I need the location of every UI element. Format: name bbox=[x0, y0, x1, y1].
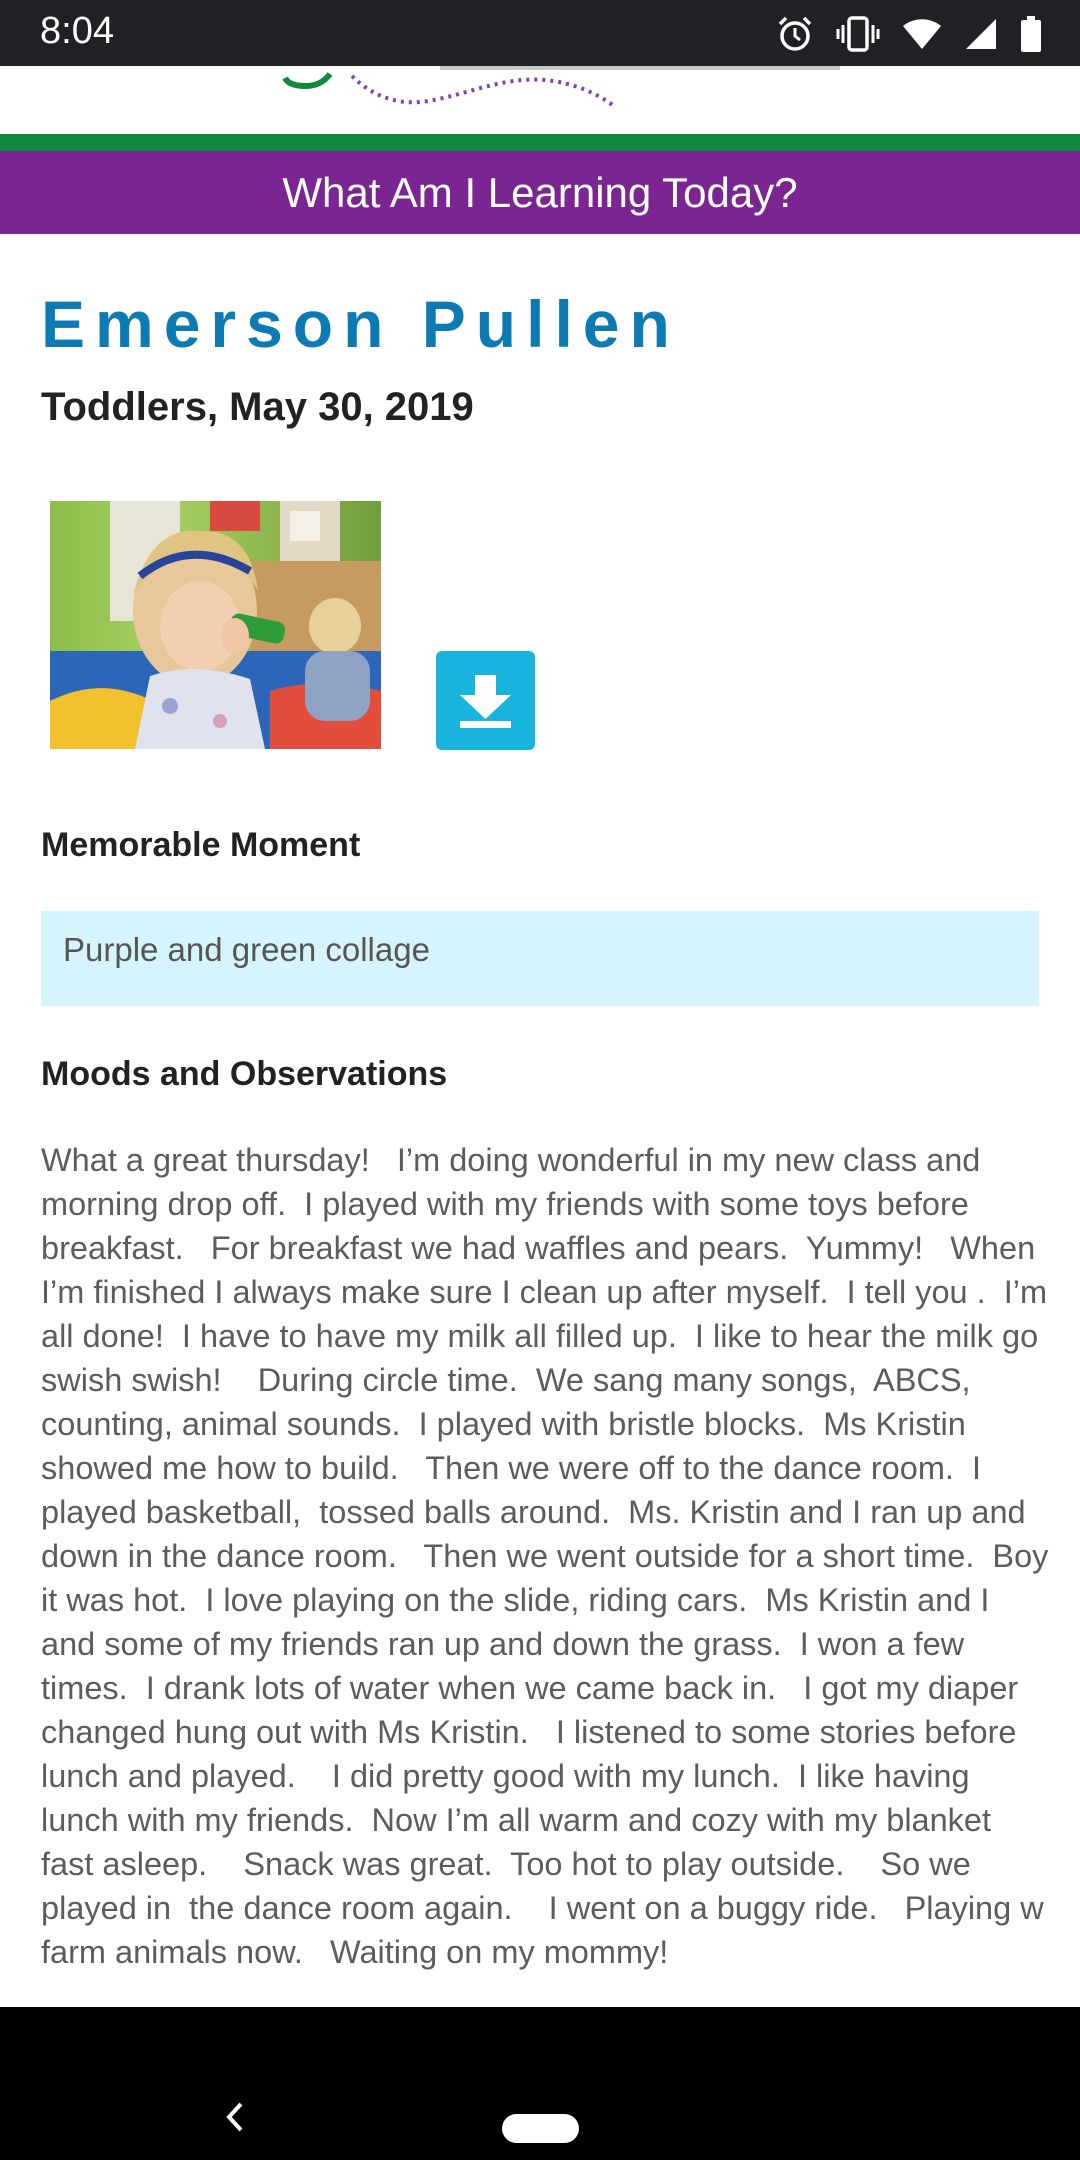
wifi-icon bbox=[902, 17, 942, 51]
child-name: Emerson Pullen bbox=[41, 287, 680, 361]
download-icon bbox=[436, 651, 535, 750]
page-banner: What Am I Learning Today? bbox=[0, 151, 1080, 234]
memorable-moment-heading: Memorable Moment bbox=[41, 826, 361, 864]
system-nav-bar bbox=[0, 2007, 1080, 2160]
back-button[interactable] bbox=[210, 2092, 260, 2142]
status-icons bbox=[776, 12, 1042, 56]
memorable-moment-box bbox=[41, 911, 1039, 1006]
moods-heading: Moods and Observations bbox=[41, 1055, 448, 1093]
moods-observations-text: What a great thursday! I’m doing wonderful in my new class and morning drop off. I played with my friends with some toys before breakfast. For breakfast we had waffles and pears. Yummy! When I’m finished I always make sure I clean up after myself. I tell you . I’m all done! I have to have my milk all filled up. I like to hear the milk go swish swish! During circle time. We sang many songs, ABCS, counting, animal sounds. I played with bristle blocks. Ms Kristin showed me how to build. Then we were off to the dance room. I played basketball, tossed balls around. Ms. Kristin and I ran up and down in the dance room. Then we went outside for a short time. Boy it was hot. I love playing on the slide, riding cars. Ms Kristin and I and some of my friends ran up and down the grass. I won a few times. I drank lots of water when we came back in. I got my diaper changed hung out with Ms Kristin. I listened to some stories before lunch and played. I did pretty good with my lunch. I like having lunch with my friends. Now I’m all warm and cozy with my blanket fast asleep. Snack was great. Too hot to play outside. So we played in the dance room again. I went on a buggy ride. Playing w farm animals now. Waiting on my mommy! bbox=[41, 1142, 1058, 1970]
status-time: 8:04 bbox=[40, 10, 114, 52]
memorable-moment-text: Purple and green collage bbox=[63, 931, 430, 968]
download-button[interactable] bbox=[436, 651, 535, 750]
status-bar bbox=[0, 0, 1080, 66]
alarm-icon bbox=[776, 15, 814, 53]
photo-thumbnail[interactable] bbox=[50, 501, 381, 749]
class-date: Toddlers, May 30, 2019 bbox=[41, 385, 474, 429]
site-logo[interactable] bbox=[0, 66, 1080, 134]
signal-icon bbox=[964, 17, 998, 51]
battery-icon bbox=[1020, 15, 1042, 53]
home-button[interactable] bbox=[502, 2114, 579, 2143]
vibrate-icon bbox=[836, 15, 880, 53]
back-icon bbox=[210, 2092, 260, 2142]
header-green-line bbox=[0, 134, 1080, 151]
